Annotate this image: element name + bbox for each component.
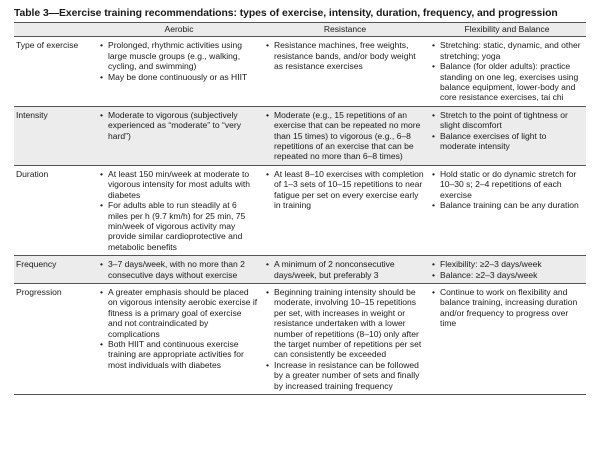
bullet-item: • Continue to work on flexibility and balance training, increasing duration and/or frequency to progress over time: [432, 287, 582, 329]
recommendations-table: [14, 22, 586, 395]
aerobic-bullet-list: [100, 169, 258, 252]
bullet-item: • Balance (for older adults): practice standing on one leg, exercises using balance equipment, lower-body and core resistance exercises, tai chi: [432, 61, 582, 103]
resistance-cell: [262, 165, 428, 255]
bullet-item: • A greater emphasis should be placed on vigorous intensity aerobic exercise if fitness is a primary goal of exercise and not contraindicated by complications: [100, 287, 258, 339]
header-aerobic: Aerobic: [96, 23, 262, 37]
table-row: [14, 106, 586, 165]
bullet-item: • Balance: ≥2–3 days/week: [432, 270, 582, 280]
bullet-item: • For adults able to run steadily at 6 miles per h (9.7 km/h) for 25 min, 75 min/week of vigorous activity may provide similar cardioprotective and metabolic benefits: [100, 200, 258, 252]
flexibility-cell: [428, 165, 586, 255]
resistance-bullet-list: [266, 110, 424, 162]
bullet-item: • May be done continuously or as HIIT: [100, 72, 258, 82]
bullet-item: • Prolonged, rhythmic activities using large muscle groups (e.g., walking, cycling, and swimming): [100, 40, 258, 71]
bullet-item: • Hold static or do dynamic stretch for 10–30 s; 2–4 repetitions of each exercise: [432, 169, 582, 200]
flexibility-bullet-list: [432, 259, 582, 280]
row-label: Type of exercise: [14, 37, 96, 106]
header-blank: [14, 23, 96, 37]
bullet-item: • Moderate to vigorous (subjectively experienced as “moderate” to “very hard”): [100, 110, 258, 141]
row-label: Intensity: [14, 106, 96, 165]
table-row: [14, 37, 586, 106]
flexibility-bullet-list: [432, 40, 582, 102]
aerobic-cell: [96, 283, 262, 394]
table-row: [14, 283, 586, 394]
bullet-item: • Increase in resistance can be followed by a greater number of sets and finally by increased training frequency: [266, 360, 424, 391]
bullet-item: • A minimum of 2 nonconsecutive days/week, but preferably 3: [266, 259, 424, 280]
flexibility-cell: [428, 106, 586, 165]
table-header-row: [14, 23, 586, 37]
flexibility-bullet-list: [432, 287, 582, 329]
row-label: Frequency: [14, 256, 96, 284]
bullet-item: • Balance exercises of light to moderate intensity: [432, 131, 582, 152]
bullet-item: • Balance training can be any duration: [432, 200, 582, 210]
resistance-cell: [262, 256, 428, 284]
bullet-item: • Stretching: static, dynamic, and other stretching; yoga: [432, 40, 582, 61]
bullet-item: • Stretch to the point of tightness or slight discomfort: [432, 110, 582, 131]
resistance-bullet-list: [266, 287, 424, 391]
resistance-bullet-list: [266, 40, 424, 71]
aerobic-cell: [96, 256, 262, 284]
bullet-item: • At least 150 min/week at moderate to vigorous intensity for most adults with diabetes: [100, 169, 258, 200]
bullet-item: • Flexibility: ≥2–3 days/week: [432, 259, 582, 269]
bullet-item: • 3–7 days/week, with no more than 2 consecutive days without exercise: [100, 259, 258, 280]
resistance-bullet-list: [266, 259, 424, 280]
header-resistance: Resistance: [262, 23, 428, 37]
flexibility-cell: [428, 283, 586, 394]
aerobic-bullet-list: [100, 110, 258, 141]
resistance-bullet-list: [266, 169, 424, 211]
aerobic-bullet-list: [100, 287, 258, 370]
resistance-cell: [262, 106, 428, 165]
flexibility-cell: [428, 256, 586, 284]
aerobic-cell: [96, 165, 262, 255]
resistance-cell: [262, 283, 428, 394]
bullet-item: • Moderate (e.g., 15 repetitions of an exercise that can be repeated no more than 15 times) to vigorous (e.g., 6–8 repetitions of an exercise that can be repeated no more than 6–8 times): [266, 110, 424, 162]
header-flexibility-balance: Flexibility and Balance: [428, 23, 586, 37]
bullet-item: • Resistance machines, free weights, resistance bands, and/or body weight as resistance exercises: [266, 40, 424, 71]
flexibility-bullet-list: [432, 110, 582, 152]
resistance-cell: [262, 37, 428, 106]
aerobic-bullet-list: [100, 40, 258, 82]
bullet-item: • Both HIIT and continuous exercise training are appropriate activities for most individuals with diabetes: [100, 339, 258, 370]
row-label: Progression: [14, 283, 96, 394]
flexibility-cell: [428, 37, 586, 106]
table-body: [14, 37, 586, 395]
bullet-item: • At least 8–10 exercises with completion of 1–3 sets of 10–15 repetitions to near fatigue per set on every exercise early in training: [266, 169, 424, 211]
aerobic-cell: [96, 37, 262, 106]
aerobic-bullet-list: [100, 259, 258, 280]
bullet-item: • Beginning training intensity should be moderate, involving 10–15 repetitions per set, with increases in weight or resistance undertaken with a lower number of repetitions (8–10) only after the target number of repetitions per set can consistently be exceeded: [266, 287, 424, 360]
table-title: Table 3—Exercise training recommendations: types of exercise, intensity, duration, frequency, and progression: [14, 8, 558, 19]
aerobic-cell: [96, 106, 262, 165]
table-row: [14, 165, 586, 255]
table-row: [14, 256, 586, 284]
row-label: Duration: [14, 165, 96, 255]
flexibility-bullet-list: [432, 169, 582, 211]
